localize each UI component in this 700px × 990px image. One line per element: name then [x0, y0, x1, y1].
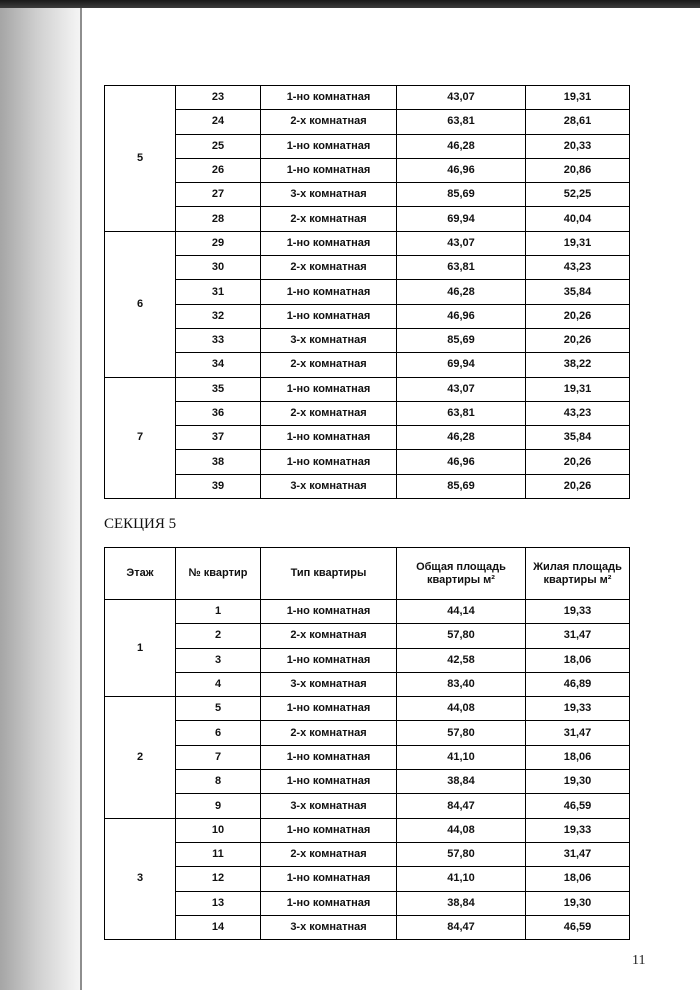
apartment-number: 24 [176, 110, 261, 134]
living-area: 43,23 [526, 401, 630, 425]
section-5-apartments-table [104, 547, 630, 940]
apartment-type: 2-х комнатная [261, 401, 397, 425]
apartment-type: 2-х комнатная [261, 353, 397, 377]
table-row [105, 600, 630, 624]
apartment-number: 8 [176, 770, 261, 794]
table-row [105, 915, 630, 939]
living-area: 20,26 [526, 450, 630, 474]
apartment-number: 25 [176, 134, 261, 158]
apartment-type: 2-х комнатная [261, 110, 397, 134]
apartment-number: 31 [176, 280, 261, 304]
apartment-type: 1-но комнатная [261, 377, 397, 401]
living-area: 18,06 [526, 648, 630, 672]
table-row [105, 377, 630, 401]
header-apartment-type: Тип квартиры [261, 548, 397, 600]
table-row [105, 624, 630, 648]
table-row [105, 256, 630, 280]
table-row [105, 450, 630, 474]
table-row [105, 304, 630, 328]
apartment-type: 1-но комнатная [261, 158, 397, 182]
apartment-number: 26 [176, 158, 261, 182]
header-apartment-number: № квартир [176, 548, 261, 600]
living-area: 43,23 [526, 256, 630, 280]
total-area: 46,28 [397, 280, 526, 304]
total-area: 46,96 [397, 304, 526, 328]
table-row [105, 672, 630, 696]
living-area: 35,84 [526, 280, 630, 304]
apartment-type: 3-х комнатная [261, 474, 397, 498]
total-area: 63,81 [397, 256, 526, 280]
living-area: 19,33 [526, 697, 630, 721]
living-area: 38,22 [526, 353, 630, 377]
apartment-type: 3-х комнатная [261, 915, 397, 939]
total-area: 46,96 [397, 158, 526, 182]
table-row [105, 110, 630, 134]
living-area: 19,30 [526, 891, 630, 915]
apartment-type: 3-х комнатная [261, 672, 397, 696]
table-row [105, 891, 630, 915]
apartment-type: 1-но комнатная [261, 231, 397, 255]
living-area: 52,25 [526, 183, 630, 207]
table-row [105, 401, 630, 425]
apartment-type: 2-х комнатная [261, 624, 397, 648]
living-area: 19,31 [526, 86, 630, 110]
apartment-number: 14 [176, 915, 261, 939]
table-row [105, 818, 630, 842]
apartment-number: 10 [176, 818, 261, 842]
table-header-row [105, 548, 630, 600]
living-area: 19,33 [526, 600, 630, 624]
apartment-number: 3 [176, 648, 261, 672]
living-area: 46,89 [526, 672, 630, 696]
table-row [105, 353, 630, 377]
total-area: 43,07 [397, 377, 526, 401]
apartment-type: 3-х комнатная [261, 328, 397, 352]
living-area: 20,26 [526, 328, 630, 352]
floor-cell: 6 [105, 231, 176, 377]
living-area: 28,61 [526, 110, 630, 134]
apartment-type: 1-но комнатная [261, 770, 397, 794]
header-floor: Этаж [105, 548, 176, 600]
total-area: 46,28 [397, 134, 526, 158]
apartment-number: 1 [176, 600, 261, 624]
apartment-type: 1-но комнатная [261, 891, 397, 915]
total-area: 43,07 [397, 86, 526, 110]
page-number: 11 [632, 953, 646, 968]
floor-cell: 5 [105, 86, 176, 232]
floor-cell: 7 [105, 377, 176, 498]
total-area: 84,47 [397, 915, 526, 939]
apartment-number: 29 [176, 231, 261, 255]
total-area: 83,40 [397, 672, 526, 696]
apartment-type: 1-но комнатная [261, 426, 397, 450]
apartment-number: 35 [176, 377, 261, 401]
apartment-number: 34 [176, 353, 261, 377]
apartment-number: 5 [176, 697, 261, 721]
total-area: 63,81 [397, 110, 526, 134]
table-row [105, 231, 630, 255]
living-area: 20,26 [526, 474, 630, 498]
table-row [105, 134, 630, 158]
apartment-type: 1-но комнатная [261, 697, 397, 721]
living-area: 18,06 [526, 745, 630, 769]
section-title: СЕКЦИЯ 5 [104, 516, 177, 532]
floor-cell: 1 [105, 600, 176, 697]
table-row [105, 86, 630, 110]
apartment-number: 7 [176, 745, 261, 769]
living-area: 19,31 [526, 231, 630, 255]
apartment-number: 12 [176, 867, 261, 891]
living-area: 31,47 [526, 842, 630, 866]
table-row [105, 842, 630, 866]
apartment-type: 1-но комнатная [261, 280, 397, 304]
apartment-type: 2-х комнатная [261, 721, 397, 745]
total-area: 44,08 [397, 818, 526, 842]
apartment-type: 1-но комнатная [261, 648, 397, 672]
table-row [105, 697, 630, 721]
table-row [105, 794, 630, 818]
header-total-area: Общая площадь квартиры м² [397, 548, 526, 600]
living-area: 18,06 [526, 867, 630, 891]
apartment-number: 32 [176, 304, 261, 328]
table-row [105, 207, 630, 231]
total-area: 69,94 [397, 353, 526, 377]
total-area: 57,80 [397, 842, 526, 866]
header-living-area: Жилая площадь квартиры м² [526, 548, 630, 600]
total-area: 46,28 [397, 426, 526, 450]
total-area: 43,07 [397, 231, 526, 255]
total-area: 85,69 [397, 183, 526, 207]
apartment-type: 1-но комнатная [261, 134, 397, 158]
living-area: 19,30 [526, 770, 630, 794]
apartment-type: 1-но комнатная [261, 600, 397, 624]
floor-cell: 3 [105, 818, 176, 939]
apartment-number: 27 [176, 183, 261, 207]
living-area: 40,04 [526, 207, 630, 231]
apartment-number: 36 [176, 401, 261, 425]
living-area: 46,59 [526, 794, 630, 818]
living-area: 20,86 [526, 158, 630, 182]
total-area: 57,80 [397, 624, 526, 648]
apartment-number: 4 [176, 672, 261, 696]
scan-top-edge [0, 0, 700, 8]
total-area: 41,10 [397, 867, 526, 891]
apartment-number: 37 [176, 426, 261, 450]
apartment-type: 2-х комнатная [261, 842, 397, 866]
living-area: 20,33 [526, 134, 630, 158]
table-row [105, 280, 630, 304]
apartment-type: 2-х комнатная [261, 256, 397, 280]
table-row [105, 158, 630, 182]
total-area: 69,94 [397, 207, 526, 231]
apartment-type: 1-но комнатная [261, 450, 397, 474]
apartment-number: 2 [176, 624, 261, 648]
total-area: 46,96 [397, 450, 526, 474]
apartment-type: 3-х комнатная [261, 794, 397, 818]
apartment-type: 1-но комнатная [261, 86, 397, 110]
table-row [105, 867, 630, 891]
apartment-number: 38 [176, 450, 261, 474]
apartment-number: 11 [176, 842, 261, 866]
living-area: 46,59 [526, 915, 630, 939]
total-area: 85,69 [397, 474, 526, 498]
total-area: 38,84 [397, 770, 526, 794]
table-row [105, 183, 630, 207]
apartment-type: 3-х комнатная [261, 183, 397, 207]
total-area: 42,58 [397, 648, 526, 672]
apartment-number: 33 [176, 328, 261, 352]
apartment-number: 6 [176, 721, 261, 745]
total-area: 38,84 [397, 891, 526, 915]
total-area: 84,47 [397, 794, 526, 818]
apartment-type: 1-но комнатная [261, 745, 397, 769]
table-row [105, 474, 630, 498]
apartment-number: 9 [176, 794, 261, 818]
apartment-number: 13 [176, 891, 261, 915]
total-area: 44,14 [397, 600, 526, 624]
apartment-type: 1-но комнатная [261, 867, 397, 891]
living-area: 31,47 [526, 624, 630, 648]
scan-binding-shadow [0, 8, 82, 990]
apartment-number: 30 [176, 256, 261, 280]
table-row [105, 648, 630, 672]
table-row [105, 745, 630, 769]
apartments-table-continued [104, 85, 630, 499]
apartment-number: 39 [176, 474, 261, 498]
living-area: 31,47 [526, 721, 630, 745]
total-area: 44,08 [397, 697, 526, 721]
table-row [105, 721, 630, 745]
living-area: 19,31 [526, 377, 630, 401]
total-area: 57,80 [397, 721, 526, 745]
table-row [105, 426, 630, 450]
living-area: 20,26 [526, 304, 630, 328]
apartment-number: 28 [176, 207, 261, 231]
floor-cell: 2 [105, 697, 176, 818]
table-row [105, 328, 630, 352]
total-area: 85,69 [397, 328, 526, 352]
apartment-type: 1-но комнатная [261, 818, 397, 842]
apartment-type: 1-но комнатная [261, 304, 397, 328]
total-area: 41,10 [397, 745, 526, 769]
table-row [105, 770, 630, 794]
living-area: 35,84 [526, 426, 630, 450]
apartment-number: 23 [176, 86, 261, 110]
apartment-type: 2-х комнатная [261, 207, 397, 231]
total-area: 63,81 [397, 401, 526, 425]
living-area: 19,33 [526, 818, 630, 842]
